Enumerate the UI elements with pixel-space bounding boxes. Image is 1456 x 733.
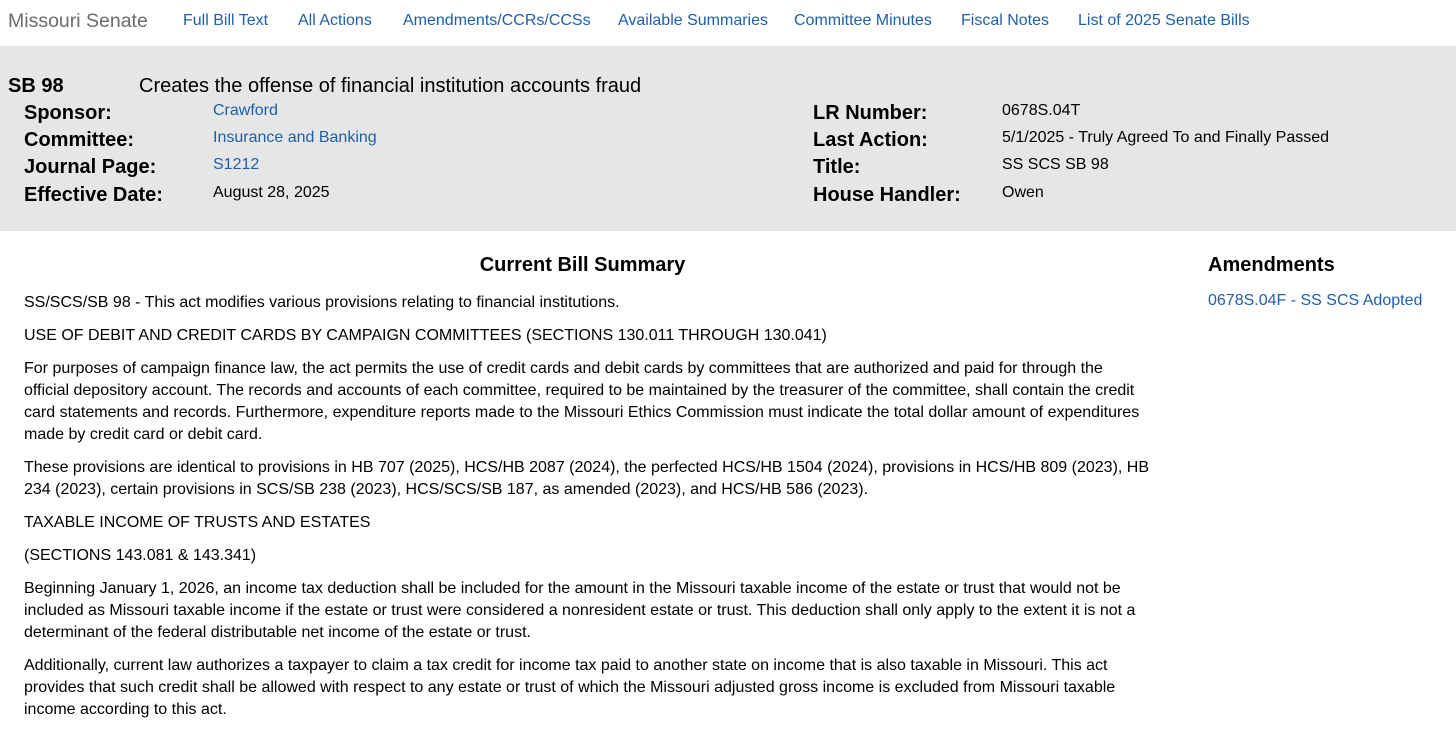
last-action-value: 5/1/2025 - Truly Agreed To and Finally Passed	[1002, 129, 1330, 146]
last-action-label: Last Action:	[813, 129, 928, 151]
summary-heading: Current Bill Summary	[479, 254, 686, 276]
summary-paragraph: These provisions are identical to provisions in HB 707 (2025), HCS/HB 2087 (2024), the perfected HCS/HB 1504 (2024), provisions in HCS/HB 809 (2023), HB 234 (2023), certain provisions in SCS/SB 238 (2023), HCS/SCS/SB 187, as amended (2023), and HCS/HB 586 (2023).	[24, 459, 1150, 498]
committee-label: Committee:	[24, 129, 135, 151]
nav-link-all-actions[interactable]: All Actions	[298, 12, 372, 29]
amendment-link[interactable]: 0678S.04F - SS SCS Adopted	[1208, 292, 1423, 309]
effective-date-label: Effective Date:	[24, 184, 163, 206]
top-navigation-bar	[0, 0, 1456, 47]
bill-title: Creates the offense of financial institution accounts fraud	[139, 75, 642, 97]
sponsor-label: Sponsor:	[24, 102, 112, 124]
lr-number-value: 0678S.04T	[1002, 102, 1081, 119]
journal-page-label: Journal Page:	[24, 156, 157, 178]
summary-paragraph: TAXABLE INCOME OF TRUSTS AND ESTATES	[24, 514, 371, 531]
nav-link-fiscal-notes[interactable]: Fiscal Notes	[961, 12, 1050, 29]
site-brand[interactable]: Missouri Senate	[8, 10, 148, 32]
nav-link-full-bill-text[interactable]: Full Bill Text	[183, 12, 269, 29]
bill-number: SB 98	[8, 75, 64, 97]
sponsor-link[interactable]: Crawford	[213, 102, 278, 119]
summary-paragraph: Additionally, current law authorizes a taxpayer to claim a tax credit for income tax paid to another state on income that is also taxable in Missouri. This act provides that such credit shall be allowed with respect to any estate or trust of which the Missouri adjusted gross income is excluded from Missouri taxable income according to this act.	[24, 657, 1116, 718]
house-handler-label: House Handler:	[813, 184, 961, 206]
nav-link-committee-minutes[interactable]: Committee Minutes	[794, 12, 932, 29]
amendments-heading: Amendments	[1208, 254, 1335, 276]
lr-number-label: LR Number:	[813, 102, 928, 124]
nav-link-available-summaries[interactable]: Available Summaries	[618, 12, 768, 29]
summary-paragraph: (SECTIONS 143.081 & 143.341)	[24, 547, 257, 564]
summary-paragraph: Beginning January 1, 2026, an income tax deduction shall be included for the amount in the Missouri taxable income of the estate or trust that would not be included as Missouri taxable income if the estate or trust were considered a nonresident estate or trust. This deduction shall only apply to the extent it is not a determinant of the federal distributable net income of the estate or trust.	[24, 580, 1136, 641]
summary-paragraph: SS/SCS/SB 98 - This act modifies various provisions relating to financial institutions.	[24, 294, 620, 311]
title-value: SS SCS SB 98	[1002, 156, 1109, 173]
bill-summary	[24, 292, 1149, 732]
committee-link[interactable]: Insurance and Banking	[213, 129, 377, 146]
journal-page-link[interactable]: S1212	[213, 156, 260, 173]
nav-link-amendments[interactable]: Amendments/CCRs/CCSs	[403, 12, 591, 29]
nav-link-senate-bills-list[interactable]: List of 2025 Senate Bills	[1078, 12, 1250, 29]
title-label: Title:	[813, 156, 861, 178]
bill-info-header	[0, 47, 1456, 231]
house-handler-value: Owen	[1002, 184, 1044, 201]
effective-date-value: August 28, 2025	[213, 184, 330, 201]
summary-paragraph: USE OF DEBIT AND CREDIT CARDS BY CAMPAIGN COMMITTEES (SECTIONS 130.011 THROUGH 130.041)	[24, 327, 827, 344]
summary-paragraph: For purposes of campaign finance law, the act permits the use of credit cards and debit cards by committees that are authorized and paid for through the official depository account. The records and accounts of each committee, required to be maintained by the treasurer of the committee, shall contain the credit card statements and records. Furthermore, expenditure reports made to the Missouri Ethics Commission must indicate the total dollar amount of expenditures made by credit card or debit card.	[24, 360, 1140, 443]
